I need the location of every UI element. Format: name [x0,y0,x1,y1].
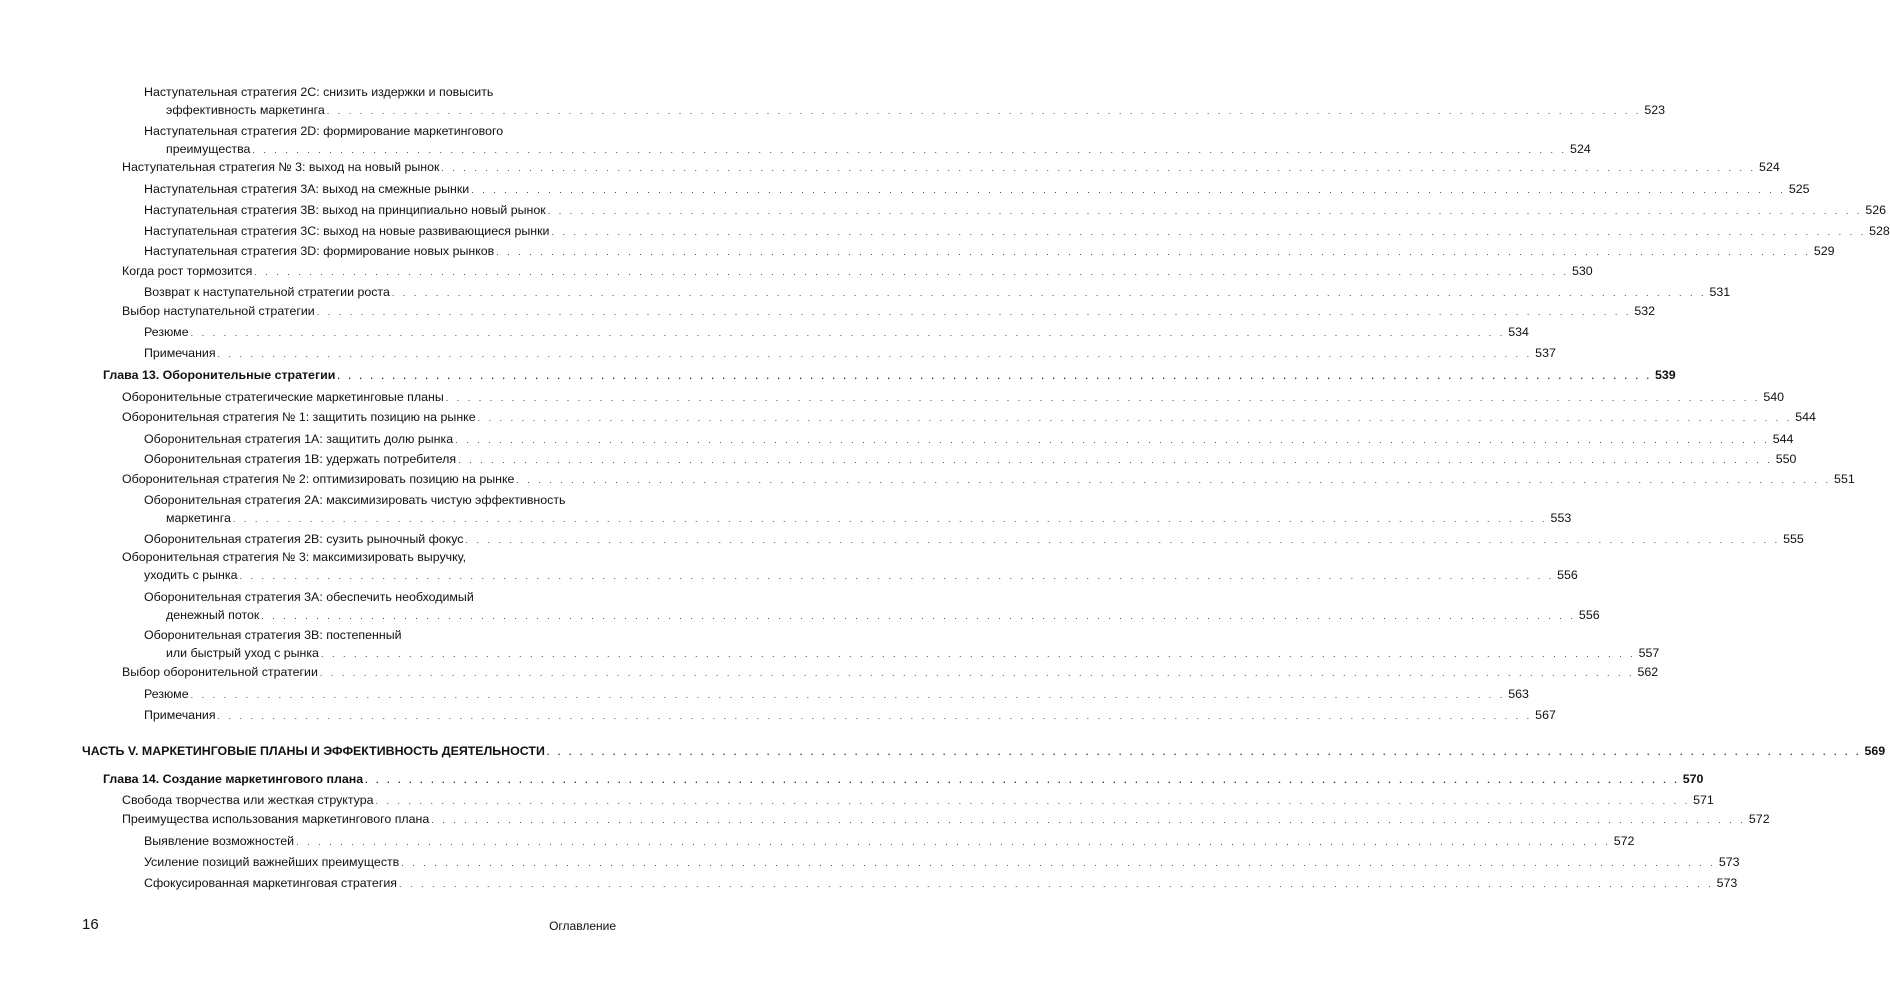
toc-entry-title: Оборонительная стратегия 1А: защитить долю рынка [144,432,454,446]
toc-entry-title: Наступательная стратегия 2С: снизить издержки и повысить [144,85,494,99]
dot-leader: . . . . . . . . . . . . . . . . . . . . . . . . . . . . . . . . . . . . . . . . . . . . . . . . . . . . . . . . . . . . . . . . . . . . . . . . . . . . . . . . . . . . . . . . . . . . . . . . . . . . . . . . . . . . . . . . . . . . . . . . [471,185,1786,195]
dot-leader: . . . . . . . . . . . . . . . . . . . . . . . . . . . . . . . . . . . . . . . . . . . . . . . . . . . . . . . . . . . . . . . . . . . . . . . . . . . . . . . . . . . . . . . . . . . . . . . . . . . . . . . . . . . . . . . . . . . . . . . . [441,163,1757,173]
toc-entry-title: Резюме [144,325,189,339]
toc-entry[interactable] [122,810,1770,828]
toc-entry[interactable] [144,853,1740,871]
dot-leader: . . . . . . . . . . . . . . . . . . . . . . . . . . . . . . . . . . . . . . . . . . . . . . . . . . . . . . . . . . . . . . . . . . . . . . . . . . . . . . . . . . . . . . . . . . . . . . . . . . . . . . . . . . . . . . . . . . . . . . . . [516,475,1832,485]
toc-entry-page: 524 [1759,160,1780,174]
toc-entry-page: 572 [1613,834,1635,848]
toc-entry[interactable] [122,470,1855,488]
dot-leader: . . . . . . . . . . . . . . . . . . . . . . . . . . . . . . . . . . . . . . . . . . . . . . . . . . . . . . . . . . . . . . . . . . . . . . . . . . . . . . . . . . . . . . . . . . . . . . . . . . . . . . . . . . . . . . . . . . . . . . . . [551,227,1867,237]
dot-leader: . . . . . . . . . . . . . . . . . . . . . . . . . . . . . . . . . . . . . . . . . . . . . . . . . . . . . . . . . . . . . . . . . . . . . . . . . . . . . . . . . . . . . . . . . . . . . . . . . . . . . . . . . . . . . . . . . . . . . . . . [217,349,1533,359]
dot-leader: . . . . . . . . . . . . . . . . . . . . . . . . . . . . . . . . . . . . . . . . . . . . . . . . . . . . . . . . . . . . . . . . . . . . . . . . . . . . . . . . . . . . . . . . . . . . . . . . . . . . . . . . . . . . . . . . . . . . . . . . [261,611,1576,621]
toc-entry-title: преимущества [166,142,251,156]
toc-entry[interactable] [144,122,505,140]
toc-entry-title: маркетинга [166,511,231,525]
toc-entry-title: Усиление позиций важнейших преимуществ [144,855,400,869]
toc-entry[interactable] [144,832,1635,850]
toc-entry-title: Наступательная стратегия 3А: выход на смежные рынки [144,182,470,196]
toc-entry-title: Выбор наступательной стратегии [122,304,315,318]
toc-entry-page: 526 [1865,203,1887,217]
toc-entry-page: 556 [1578,608,1600,622]
toc-entry-page: 529 [1813,244,1835,258]
dot-leader: . . . . . . . . . . . . . . . . . . . . . . . . . . . . . . . . . . . . . . . . . . . . . . . . . . . . . . . . . . . . . . . . . . . . . . . . . . . . . . . . . . . . . . . . . . . . . . . . . . . . . . . . . . . . . . . . . . . . . . . . [496,247,1811,257]
toc-entry-page: 531 [1709,285,1731,299]
dot-leader: . . . . . . . . . . . . . . . . . . . . . . . . . . . . . . . . . . . . . . . . . . . . . . . . . . . . . . . . . . . . . . . . . . . . . . . . . . . . . . . . . . . . . . . . . . . . . . . . . . . . . . . . . . . . . . . . . . . . . . . . [547,206,1863,216]
dot-leader: . . . . . . . . . . . . . . . . . . . . . . . . . . . . . . . . . . . . . . . . . . . . . . . . . . . . . . . . . . . . . . . . . . . . . . . . . . . . . . . . . . . . . . . . . . . . . . . . . . . . . . . . . . . . . . . . . . . . . . . . [232,514,1548,524]
toc-entry-title: Оборонительные стратегические маркетинговые планы [122,390,444,404]
toc-entry-title: Возврат к наступательной стратегии роста [144,285,390,299]
toc-entry-page: 570 [1682,772,1704,786]
toc-entry[interactable] [122,548,468,566]
toc-entry[interactable] [144,201,1887,219]
toc-entry[interactable] [144,530,1804,548]
toc-entry-page: 537 [1535,346,1556,360]
dot-leader: . . . . . . . . . . . . . . . . . . . . . . . . . . . . . . . . . . . . . . . . . . . . . . . . . . . . . . . . . . . . . . . . . . . . . . . . . . . . . . . . . . . . . . . . . . . . . . . . . . . . . . . . . . . . . . . . . . . . . . . . [458,455,1773,465]
toc-entry-title: или быстрый уход с рынка [166,646,319,660]
dot-leader: . . . . . . . . . . . . . . . . . . . . . . . . . . . . . . . . . . . . . . . . . . . . . . . . . . . . . . . . . . . . . . . . . . . . . . . . . . . . . . . . . . . . . . . . . . . . . . . . . . . . . . . . . . . . . . . . . . . . . . . . [445,393,1761,403]
toc-entry[interactable] [144,222,1890,240]
toc-entry-page: 562 [1637,665,1659,679]
toc-entry-title: Оборонительная стратегия № 2: оптимизировать позицию на рынке [122,472,515,486]
toc-entry-title: Наступательная стратегия 3D: формирование новых рынков [144,244,495,258]
toc-entry-page: 523 [1644,103,1666,117]
toc-entry[interactable] [144,566,1578,584]
toc-entry-title: Оборонительная стратегия 3А: обеспечить необходимый [144,590,474,604]
toc-entry-title: Преимущества использования маркетингового плана [122,812,430,826]
dot-leader: . . . . . . . . . . . . . . . . . . . . . . . . . . . . . . . . . . . . . . . . . . . . . . . . . . . . . . . . . . . . . . . . . . . . . . . . . . . . . . . . . . . . . . . . . . . . . . . . . . . . . . . . . . . . . . . . . . . . . . . . [254,267,1569,277]
toc-entry[interactable] [144,180,1810,198]
dot-leader: . . . . . . . . . . . . . . . . . . . . . . . . . . . . . . . . . . . . . . . . . . . . . . . . . . . . . . . . . . . . . . . . . . . . . . . . . . . . . . . . . . . . . . . . . . . . . . . . . . . . . . . . . . . . . . . . . . . . . . . . [316,307,1632,317]
toc-entry[interactable] [144,83,495,101]
dot-leader: . . . . . . . . . . . . . . . . . . . . . . . . . . . . . . . . . . . . . . . . . . . . . . . . . . . . . . . . . . . . . . . . . . . . . . . . . . . . . . . . . . . . . . . . . . . . . . . . . . . . . . . . . . . . . . . . . . . . . . . . [320,649,1636,659]
dot-leader: . . . . . . . . . . . . . . . . . . . . . . . . . . . . . . . . . . . . . . . . . . . . . . . . . . . . . . . . . . . . . . . . . . . . . . . . . . . . . . . . . . . . . . . . . . . . . . . . . . . . . . . . . . . . . . . . . . . . . . . . [465,535,1781,545]
toc-entry-title: эффективность маркетинга [166,103,325,117]
toc-entry-title: ЧАСТЬ V. МАРКЕТИНГОВЫЕ ПЛАНЫ И ЭФФЕКТИВНОСТЬ ДЕЯТЕЛЬНОСТИ [82,744,545,758]
toc-entry[interactable] [103,366,1676,384]
toc-entry-title: Примечания [144,708,216,722]
dot-leader: . . . . . . . . . . . . . . . . . . . . . . . . . . . . . . . . . . . . . . . . . . . . . . . . . . . . . . . . . . . . . . . . . . . . . . . . . . . . . . . . . . . . . . . . . . . . . . . . . . . . . . . . . . . . . . . . . . . . . . . . [401,858,1716,868]
toc-entry-page: 557 [1638,646,1660,660]
toc-entry[interactable] [166,606,1600,624]
toc-entry[interactable] [122,302,1656,320]
dot-leader: . . . . . . . . . . . . . . . . . . . . . . . . . . . . . . . . . . . . . . . . . . . . . . . . . . . . . . . . . . . . . . . . . . . . . . . . . . . . . . . . . . . . . . . . . . . . . . . . . . . . . . . . . . . . . . . . . . . . . . . . [431,815,1746,825]
dot-leader: . . . . . . . . . . . . . . . . . . . . . . . . . . . . . . . . . . . . . . . . . . . . . . . . . . . . . . . . . . . . . . . . . . . . . . . . . . . . . . . . . . . . . . . . . . . . . . . . . . . . . . . . . . . . . . . . . . . . . . . . [477,413,1793,423]
toc-entry-title: Резюме [144,687,189,701]
toc-entry-title: денежный поток [166,608,260,622]
toc-entry-page: 569 [1864,744,1886,758]
dot-leader: . . . . . . . . . . . . . . . . . . . . . . . . . . . . . . . . . . . . . . . . . . . . . . . . . . . . . . . . . . . . . . . . . . . . . . . . . . . . . . . . . . . . . . . . . . . . . . . . . . . . . . . . . . . . . . . . . . . . . . . . [398,879,1714,889]
toc-entry[interactable] [144,430,1794,448]
toc-entry-title: Наступательная стратегия 3В: выход на принципиально новый рынок [144,203,546,217]
dot-leader: . . . . . . . . . . . . . . . . . . . . . . . . . . . . . . . . . . . . . . . . . . . . . . . . . . . . . . . . . . . . . . . . . . . . . . . . . . . . . . . . . . . . . . . . . . . . . . . . . . . . . . . . . . . . . . . . . . . . . . . . [190,690,1506,700]
dot-leader: . . . . . . . . . . . . . . . . . . . . . . . . . . . . . . . . . . . . . . . . . . . . . . . . . . . . . . . . . . . . . . . . . . . . . . . . . . . . . . . . . . . . . . . . . . . . . . . . . . . . . . . . . . . . . . . . . . . . . . . . [455,435,1770,445]
toc-entry[interactable] [144,344,1556,362]
toc-entry-title: Наступательная стратегия № 3: выход на новый рынок [122,160,440,174]
toc-entry-page: 553 [1550,511,1572,525]
toc-entry[interactable] [144,626,404,644]
dot-leader: . . . . . . . . . . . . . . . . . . . . . . . . . . . . . . . . . . . . . . . . . . . . . . . . . . . . . . . . . . . . . . . . . . . . . . . . . . . . . . . . . . . . . . . . . . . . . . . . . . . . . . . . . . . . . . . . . . . . . . . . [319,668,1635,678]
dot-leader: . . . . . . . . . . . . . . . . . . . . . . . . . . . . . . . . . . . . . . . . . . . . . . . . . . . . . . . . . . . . . . . . . . . . . . . . . . . . . . . . . . . . . . . . . . . . . . . . . . . . . . . . . . . . . . . . . . . . . . . . [337,371,1652,381]
toc-entry-page: 573 [1716,876,1738,890]
toc-entry[interactable] [144,450,1797,468]
dot-leader: . . . . . . . . . . . . . . . . . . . . . . . . . . . . . . . . . . . . . . . . . . . . . . . . . . . . . . . . . . . . . . . . . . . . . . . . . . . . . . . . . . . . . . . . . . . . . . . . . . . . . . . . . . . . . . . . . . . . . . . . [190,328,1506,338]
toc-entry-page: 528 [1869,224,1890,238]
dot-leader: . . . . . . . . . . . . . . . . . . . . . . . . . . . . . . . . . . . . . . . . . . . . . . . . . . . . . . . . . . . . . . . . . . . . . . . . . . . . . . . . . . . . . . . . . . . . . . . . . . . . . . . . . . . . . . . . . . . . . . . . [217,711,1533,721]
dot-leader: . . . . . . . . . . . . . . . . . . . . . . . . . . . . . . . . . . . . . . . . . . . . . . . . . . . . . . . . . . . . . . . . . . . . . . . . . . . . . . . . . . . . . . . . . . . . . . . . . . . . . . . . . . . . . . . . . . . . . . . . [252,145,1568,155]
toc-entry-title: Глава 14. Создание маркетингового плана [103,772,364,786]
toc-entry-title: Выявление возможностей [144,834,295,848]
toc-entry-title: Глава 13. Оборонительные стратегии [103,368,336,382]
toc-entry-title: уходить с рынка [144,568,238,582]
toc-entry-page: 525 [1788,182,1810,196]
toc-entry-title: Оборонительная стратегия 1В: удержать потребителя [144,452,457,466]
dot-leader: . . . . . . . . . . . . . . . . . . . . . . . . . . . . . . . . . . . . . . . . . . . . . . . . . . . . . . . . . . . . . . . . . . . . . . . . . . . . . . . . . . . . . . . . . . . . . . . . . . . . . . . . . . . . . . . . . . . . . . . . [546,747,1862,757]
toc-entry-title: Наступательная стратегия 3С: выход на новые развивающиеся рынки [144,224,550,238]
toc-entry[interactable] [166,101,1666,119]
toc-entry-title: Выбор оборонительной стратегии [122,665,318,679]
toc-entry[interactable] [144,874,1738,892]
toc-entry[interactable] [144,685,1529,703]
toc-entry-title: Свобода творчества или жесткая структура [122,793,374,807]
toc-entry-page: 534 [1508,325,1529,339]
dot-leader: . . . . . . . . . . . . . . . . . . . . . . . . . . . . . . . . . . . . . . . . . . . . . . . . . . . . . . . . . . . . . . . . . . . . . . . . . . . . . . . . . . . . . . . . . . . . . . . . . . . . . . . . . . . . . . . . . . . . . . . . [296,837,1611,847]
toc-entry[interactable] [144,706,1556,724]
toc-entry-title: Сфокусированная маркетинговая стратегия [144,876,397,890]
toc-entry[interactable] [144,323,1529,341]
toc-entry[interactable] [122,408,1816,426]
toc-entry-page: 563 [1508,687,1529,701]
toc-entry[interactable] [122,158,1780,176]
toc-entry-page: 544 [1772,432,1794,446]
toc-entry-page: 530 [1572,264,1593,278]
toc-entry-page: 532 [1634,304,1656,318]
toc-entry[interactable] [144,491,567,509]
toc-entry-page: 551 [1834,472,1855,486]
toc-entry-title: Оборонительная стратегия 3В: постепенный [144,628,402,642]
toc-entry[interactable] [122,663,1659,681]
toc-entry[interactable] [166,140,1591,158]
toc-entry[interactable] [122,262,1593,280]
toc-entry[interactable] [82,742,1886,760]
dot-leader: . . . . . . . . . . . . . . . . . . . . . . . . . . . . . . . . . . . . . . . . . . . . . . . . . . . . . . . . . . . . . . . . . . . . . . . . . . . . . . . . . . . . . . . . . . . . . . . . . . . . . . . . . . . . . . . . . . . . . . . . [239,571,1555,581]
toc-entry[interactable] [166,509,1572,527]
toc-entry-page: 544 [1795,410,1816,424]
toc-entry-page: 556 [1557,568,1578,582]
toc-entry[interactable] [144,242,1835,260]
toc-entry[interactable] [122,388,1785,406]
toc-entry-page: 567 [1535,708,1556,722]
toc-entry-title: Оборонительная стратегия 2В: сузить рыночный фокус [144,532,464,546]
toc-entry-page: 571 [1693,793,1714,807]
toc-entry-page: 572 [1748,812,1770,826]
toc-entry-page: 573 [1718,855,1740,869]
toc-entry[interactable] [103,770,1704,788]
running-footer-title: Оглавление [549,919,616,933]
dot-leader: . . . . . . . . . . . . . . . . . . . . . . . . . . . . . . . . . . . . . . . . . . . . . . . . . . . . . . . . . . . . . . . . . . . . . . . . . . . . . . . . . . . . . . . . . . . . . . . . . . . . . . . . . . . . . . . . . . . . . . . . [375,796,1691,806]
toc-entry-page: 524 [1570,142,1591,156]
toc-entry-page: 540 [1763,390,1785,404]
toc-entry-title: Примечания [144,346,216,360]
dot-leader: . . . . . . . . . . . . . . . . . . . . . . . . . . . . . . . . . . . . . . . . . . . . . . . . . . . . . . . . . . . . . . . . . . . . . . . . . . . . . . . . . . . . . . . . . . . . . . . . . . . . . . . . . . . . . . . . . . . . . . . . [365,775,1680,785]
toc-entry-title: Оборонительная стратегия № 1: защитить позицию на рынке [122,410,476,424]
dot-leader: . . . . . . . . . . . . . . . . . . . . . . . . . . . . . . . . . . . . . . . . . . . . . . . . . . . . . . . . . . . . . . . . . . . . . . . . . . . . . . . . . . . . . . . . . . . . . . . . . . . . . . . . . . . . . . . . . . . . . . . . [326,106,1642,116]
toc-entry-page: 539 [1654,368,1676,382]
dot-leader: . . . . . . . . . . . . . . . . . . . . . . . . . . . . . . . . . . . . . . . . . . . . . . . . . . . . . . . . . . . . . . . . . . . . . . . . . . . . . . . . . . . . . . . . . . . . . . . . . . . . . . . . . . . . . . . . . . . . . . . . [391,288,1707,298]
toc-entry-title: Когда рост тормозится [122,264,253,278]
toc-entry[interactable] [144,588,476,606]
toc-entry-title: Оборонительная стратегия № 3: максимизировать выручку, [122,550,467,564]
page-number: 16 [82,916,99,933]
toc-entry[interactable] [166,644,1660,662]
toc-entry[interactable] [144,283,1731,301]
toc-entry[interactable] [122,791,1714,809]
toc-entry-title: Наступательная стратегия 2D: формирование маркетингового [144,124,504,138]
toc-entry-page: 550 [1775,452,1797,466]
toc-entry-page: 555 [1783,532,1804,546]
toc-entry-title: Оборонительная стратегия 2А: максимизировать чистую эффективность [144,493,566,507]
